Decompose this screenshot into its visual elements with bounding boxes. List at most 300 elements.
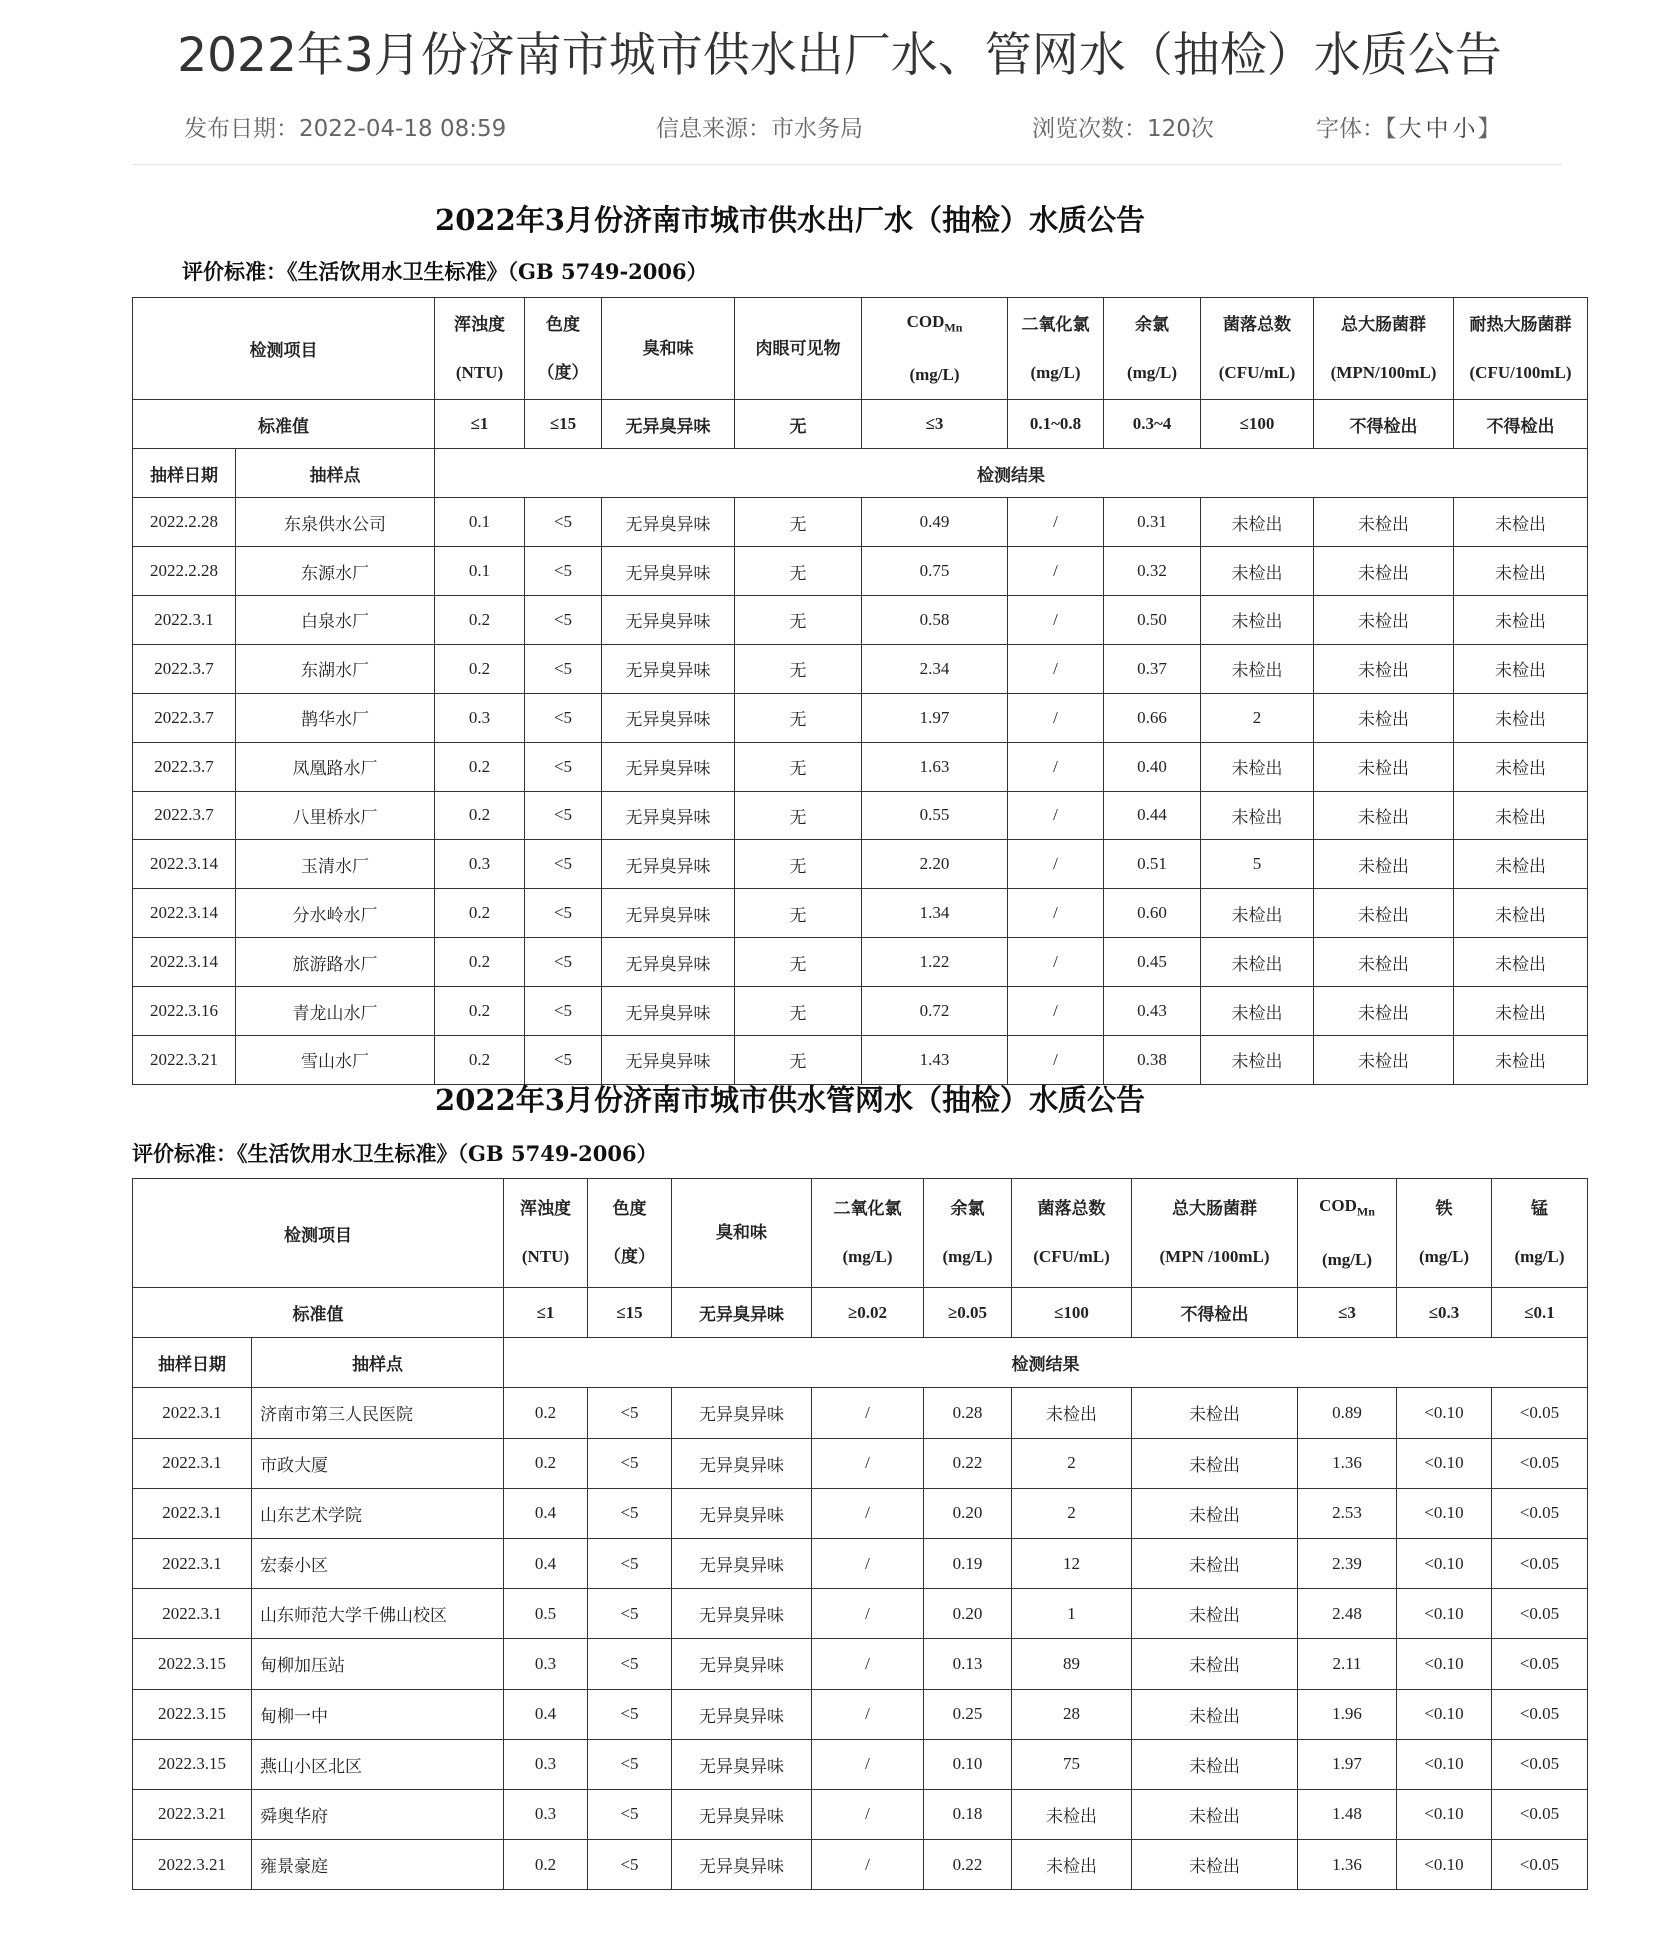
column-header-text: 浑浊度 [454,314,505,334]
sample-date: 2022.3.21 [133,1789,252,1839]
item-label: 检测项目 [133,1179,504,1288]
column-header-name [1399,1185,1489,1233]
table-row [133,742,1588,791]
sample-site: 甸柳一中 [252,1689,504,1739]
result-cell: 0.37 [1104,644,1201,693]
column-header [1104,298,1201,400]
column-header-unit: (mg/L) [842,1247,893,1266]
font-bracket-open: 【 [1385,116,1397,142]
column-header-unit: (mg/L) [1126,362,1178,382]
factory-standard: 评价标准：《生活饮用水卫生标准》（GB 5749-2006） [182,259,708,284]
result-cell: 0.2 [435,987,525,1036]
result-cell: <0.10 [1397,1589,1492,1639]
result-cell: / [1008,1035,1104,1084]
standard-value: ≥0.02 [812,1288,924,1338]
column-header-unit: (MPN/100mL) [1330,362,1437,382]
column-header-unit: (MPN /100mL) [1159,1247,1270,1266]
column-header-unit: （度） [604,1247,655,1266]
result-cell: 0.51 [1104,840,1201,889]
result-cell: <5 [588,1538,672,1588]
result-cell: <5 [525,644,602,693]
sample-site: 山东师范大学千佛山校区 [252,1589,504,1639]
result-cell: / [1008,987,1104,1036]
column-header-name [1106,301,1198,349]
result-cell: <5 [588,1689,672,1739]
table-row [133,1589,1588,1639]
result-cell: 未检出 [1314,840,1454,889]
result-cell: 0.44 [1104,791,1201,840]
result-cell: <0.10 [1397,1789,1492,1839]
standard-value: ≤1 [435,400,525,449]
standard-value: 无异臭异味 [672,1288,812,1338]
result-cell: 0.2 [435,938,525,987]
column-header-unit: (mg/L) [909,365,960,385]
result-cell: 未检出 [1454,644,1588,693]
result-cell: 1.36 [1298,1438,1397,1488]
result-cell: 0.3 [435,693,525,742]
result-cell: 未检出 [1454,498,1588,547]
column-header-name [926,1185,1009,1233]
column-header [672,1179,812,1288]
result-cell: <5 [525,693,602,742]
result-cell: <5 [588,1488,672,1538]
result-cell: 0.3 [435,840,525,889]
result-cell: 0.2 [435,595,525,644]
result-cell: / [1008,840,1104,889]
result-cell: <5 [588,1739,672,1789]
sample-date: 2022.3.16 [133,987,236,1036]
result-cell: 0.2 [435,791,525,840]
sampling-label-row [133,449,1588,498]
result-cell: 0.2 [504,1438,588,1488]
result-cell: / [812,1689,924,1739]
column-header [1298,1179,1397,1288]
column-header-text: 铁 [1435,1199,1453,1218]
result-cell: 无异臭异味 [602,742,735,791]
result-cell: 未检出 [1201,987,1314,1036]
result-cell: 未检出 [1132,1538,1298,1588]
result-cell: 无异臭异味 [672,1438,812,1488]
sample-date: 2022.3.7 [133,742,236,791]
result-cell: 未检出 [1201,742,1314,791]
font-small-button[interactable]: 小 [1452,116,1476,142]
result-cell: 未检出 [1314,1035,1454,1084]
standard-value: 无异臭异味 [602,400,735,449]
result-cell: <5 [525,987,602,1036]
sample-site: 雍景豪庭 [252,1840,504,1890]
standard-value: 无 [735,400,862,449]
publish-date [184,110,506,143]
sample-date: 2022.3.15 [133,1689,252,1739]
column-header [588,1179,672,1288]
result-cell: 1.63 [862,742,1008,791]
result-cell: 未检出 [1454,595,1588,644]
column-header-unit: (CFU/mL) [1218,362,1296,382]
result-cell: 无 [735,987,862,1036]
result-cell: 无异臭异味 [602,791,735,840]
header-row [133,298,1588,400]
sample-site: 东湖水厂 [236,644,435,693]
result-cell: 1.97 [862,693,1008,742]
sample-date: 2022.3.14 [133,938,236,987]
column-header-name [1494,1185,1585,1233]
standard-value: 不得检出 [1314,400,1454,449]
result-cell: 无 [735,693,862,742]
result-cell: 未检出 [1454,791,1588,840]
result-cell: 1.36 [1298,1840,1397,1890]
result-cell: 1 [1012,1589,1132,1639]
column-header-text: 菌落总数 [1223,314,1291,334]
result-cell: 0.4 [504,1689,588,1739]
result-cell: 未检出 [1132,1388,1298,1438]
column-header-text: 菌落总数 [1037,1199,1106,1218]
result-cell: 0.58 [862,595,1008,644]
result-cell: / [1008,644,1104,693]
result-cell: 0.22 [924,1438,1012,1488]
result-cell: 未检出 [1314,987,1454,1036]
result-cell: 无异臭异味 [602,547,735,596]
column-header-name [814,1185,921,1233]
column-header [1314,298,1454,400]
result-cell: 无异臭异味 [602,1035,735,1084]
result-cell: 0.2 [435,1035,525,1084]
result-cell: 未检出 [1314,889,1454,938]
result-cell: 未检出 [1132,1488,1298,1538]
table-row [133,1689,1588,1739]
column-header-name [1014,1185,1129,1233]
sample-site: 市政大厦 [252,1438,504,1488]
result-cell: 无异臭异味 [672,1639,812,1689]
column-header [602,298,735,400]
result-cell: / [812,1538,924,1588]
table-row [133,938,1588,987]
sample-site: 舜奥华府 [252,1789,504,1839]
result-cell: 0.31 [1104,498,1201,547]
result-cell: 0.66 [1104,693,1201,742]
result-cell: / [812,1789,924,1839]
result-label: 检测结果 [435,449,1588,498]
result-cell: <0.05 [1492,1488,1588,1538]
column-header-text: 锰 [1531,1199,1548,1218]
result-cell: / [1008,498,1104,547]
result-cell: 未检出 [1201,595,1314,644]
result-cell: 未检出 [1201,791,1314,840]
table-row [133,1739,1588,1789]
column-header [924,1179,1012,1288]
result-cell: 0.20 [924,1488,1012,1538]
column-header-text: COD [1319,1196,1357,1216]
result-cell: 未检出 [1201,547,1314,596]
column-header-text: 二氧化氯 [1021,314,1090,334]
publish-date-label: 发布日期： [184,116,299,142]
result-cell: <0.05 [1492,1739,1588,1789]
result-cell: 无异臭异味 [672,1739,812,1789]
column-header-name [864,298,1005,351]
font-large-button[interactable]: 大 [1398,116,1422,142]
column-header [525,298,602,400]
font-medium-button[interactable]: 中 [1425,116,1449,142]
result-cell: 0.2 [435,644,525,693]
standard-value: 不得检出 [1454,400,1588,449]
result-cell: 0.2 [504,1388,588,1438]
sample-site: 分水岭水厂 [236,889,435,938]
result-cell: 未检出 [1012,1388,1132,1438]
column-header [1012,1179,1132,1288]
result-cell: 无异臭异味 [672,1689,812,1739]
sample-site: 济南市第三人民医院 [252,1388,504,1438]
sample-site: 雪山水厂 [236,1035,435,1084]
table-row [133,1639,1588,1689]
result-cell: 未检出 [1454,693,1588,742]
column-header-unit: (mg/L) [942,1247,993,1266]
result-cell: 12 [1012,1538,1132,1588]
view-count [1032,110,1214,143]
result-cell: 未检出 [1314,498,1454,547]
result-cell: 0.3 [504,1789,588,1839]
sample-site: 宏泰小区 [252,1538,504,1588]
standard-row [133,1288,1588,1338]
result-cell: 无异臭异味 [672,1840,812,1890]
result-cell: 无异臭异味 [672,1488,812,1538]
result-cell: <5 [525,840,602,889]
standard-label: 标准值 [133,400,435,449]
result-cell: <0.10 [1397,1739,1492,1789]
result-cell: 0.3 [504,1739,588,1789]
column-header-name [1134,1185,1295,1233]
result-cell: <0.10 [1397,1689,1492,1739]
standard-value: ≤15 [588,1288,672,1338]
sample-site: 甸柳加压站 [252,1639,504,1689]
result-cell: 无 [735,742,862,791]
sample-site: 玉清水厂 [236,840,435,889]
result-cell: / [812,1388,924,1438]
column-header-name [527,301,599,349]
column-header-unit: (mg/L) [1514,1247,1565,1266]
info-source-label: 信息来源： [656,116,771,142]
result-cell: 未检出 [1314,693,1454,742]
result-cell: 2 [1201,693,1314,742]
result-cell: 0.50 [1104,595,1201,644]
result-cell: 无异臭异味 [602,693,735,742]
result-cell: 2.48 [1298,1589,1397,1639]
table-row [133,791,1588,840]
result-cell: / [1008,595,1104,644]
sample-site: 东源水厂 [236,547,435,596]
result-cell: <5 [588,1589,672,1639]
result-cell: 2.39 [1298,1538,1397,1588]
result-cell: 无 [735,840,862,889]
column-header-text: 臭和味 [642,338,694,358]
network-standard: 评价标准：《生活饮用水卫生标准》（GB 5749-2006） [132,1141,658,1166]
result-cell: / [1008,889,1104,938]
result-cell: 无异臭异味 [602,987,735,1036]
column-header [1454,298,1588,400]
result-cell: 未检出 [1132,1689,1298,1739]
table-row [133,547,1588,596]
sample-site: 旅游路水厂 [236,938,435,987]
result-cell: 0.1 [435,498,525,547]
result-cell: / [812,1488,924,1538]
column-header-unit: (NTU) [455,362,504,382]
result-cell: 未检出 [1132,1739,1298,1789]
sample-date: 2022.3.1 [133,1538,252,1588]
result-cell: 0.60 [1104,889,1201,938]
column-header-text: 色度 [546,314,580,334]
result-cell: <0.05 [1492,1589,1588,1639]
column-header-text: 余氯 [1135,314,1169,334]
column-header-subscript: Mn [1356,1204,1375,1219]
table-row [133,987,1588,1036]
result-cell: 5 [1201,840,1314,889]
result-cell: 无异臭异味 [602,644,735,693]
standard-label: 标准值 [133,1288,504,1338]
table-row [133,889,1588,938]
result-cell: 1.97 [1298,1739,1397,1789]
result-cell: 无 [735,1035,862,1084]
table-row [133,498,1588,547]
result-cell: <5 [588,1388,672,1438]
result-cell: 0.2 [504,1840,588,1890]
column-header-text: 色度 [612,1199,647,1218]
column-header-unit: (mg/L) [1030,362,1081,382]
factory-water-table [132,297,1588,1085]
site-label: 抽样点 [236,449,435,498]
column-header [812,1179,924,1288]
result-cell: <5 [525,889,602,938]
result-cell: 未检出 [1314,742,1454,791]
result-cell: / [1008,547,1104,596]
result-cell: 未检出 [1012,1789,1132,1839]
result-cell: / [812,1438,924,1488]
result-cell: 0.38 [1104,1035,1201,1084]
result-cell: 1.96 [1298,1689,1397,1739]
table-row [133,840,1588,889]
column-header-text: 二氧化氯 [833,1199,902,1218]
column-header [1201,298,1314,400]
result-cell: 0.32 [1104,547,1201,596]
column-header-name [1010,301,1101,349]
view-count-value: 120次 [1147,116,1214,142]
font-size-control [1316,110,1501,143]
sample-date: 2022.3.15 [133,1639,252,1689]
result-cell: 无 [735,889,862,938]
table-row [133,1789,1588,1839]
table-row [133,644,1588,693]
sample-date: 2022.3.14 [133,889,236,938]
standard-row [133,400,1588,449]
result-cell: 未检出 [1314,938,1454,987]
column-header-unit: (mg/L) [1321,1249,1373,1269]
standard-value: 0.1~0.8 [1008,400,1104,449]
result-cell: / [1008,938,1104,987]
result-cell: 0.49 [862,498,1008,547]
standard-value: 不得检出 [1132,1288,1298,1338]
standard-value: ≤100 [1012,1288,1132,1338]
result-cell: / [812,1589,924,1639]
column-header [1397,1179,1492,1288]
sample-date: 2022.3.1 [133,1388,252,1438]
result-cell: 1.22 [862,938,1008,987]
result-cell: 无异臭异味 [672,1789,812,1839]
sample-site: 鹊华水厂 [236,693,435,742]
table-row [133,1388,1588,1438]
result-cell: 无 [735,644,862,693]
sample-date: 2022.3.1 [133,595,236,644]
result-cell: <0.05 [1492,1438,1588,1488]
column-header-name [1316,301,1451,349]
result-cell: 2.53 [1298,1488,1397,1538]
sample-date: 2022.3.1 [133,1438,252,1488]
font-bracket-close: 】 [1477,116,1501,142]
result-cell: / [1008,742,1104,791]
column-header-text: 总大肠菌群 [1172,1199,1257,1218]
result-cell: 0.72 [862,987,1008,1036]
result-cell: 75 [1012,1739,1132,1789]
result-cell: 未检出 [1454,742,1588,791]
result-cell: <5 [588,1438,672,1488]
column-header-name [1300,1182,1394,1235]
sample-site: 东泉供水公司 [236,498,435,547]
result-cell: <5 [588,1840,672,1890]
result-cell: 未检出 [1132,1789,1298,1839]
result-cell: <0.10 [1397,1840,1492,1890]
sample-date: 2022.3.7 [133,791,236,840]
result-cell: 0.45 [1104,938,1201,987]
result-cell: 2.20 [862,840,1008,889]
date-label: 抽样日期 [133,449,236,498]
result-cell: 0.25 [924,1689,1012,1739]
column-header-name [604,325,732,373]
result-cell: 未检出 [1314,595,1454,644]
result-cell: 0.19 [924,1538,1012,1588]
result-cell: 未检出 [1314,644,1454,693]
result-cell: 无异臭异味 [602,498,735,547]
result-cell: 0.20 [924,1589,1012,1639]
result-cell: <0.05 [1492,1789,1588,1839]
site-label: 抽样点 [252,1338,504,1388]
column-header [1008,298,1104,400]
sample-date: 2022.3.1 [133,1589,252,1639]
standard-value: ≤0.3 [1397,1288,1492,1338]
result-cell: 无 [735,595,862,644]
result-cell: <5 [588,1639,672,1689]
result-cell: 未检出 [1132,1438,1298,1488]
date-label: 抽样日期 [133,1338,252,1388]
standard-value: ≤3 [862,400,1008,449]
result-cell: 0.28 [924,1388,1012,1438]
result-cell: <0.05 [1492,1840,1588,1890]
column-header-text: 余氯 [950,1199,985,1218]
result-cell: / [812,1840,924,1890]
result-cell: 未检出 [1454,889,1588,938]
header-row [133,1179,1588,1288]
result-cell: 未检出 [1201,938,1314,987]
standard-value: ≤15 [525,400,602,449]
result-cell: <5 [525,1035,602,1084]
result-cell: 0.4 [504,1538,588,1588]
result-cell: 无异臭异味 [602,595,735,644]
column-header-name [1456,301,1585,349]
page-title: 2022年3月份济南市城市供水出厂水、管网水（抽检）水质公告 [177,28,1502,83]
column-header [1132,1179,1298,1288]
column-header [435,298,525,400]
result-cell: 0.43 [1104,987,1201,1036]
result-cell: 未检出 [1012,1840,1132,1890]
column-header-name [506,1185,585,1233]
result-cell: 0.4 [504,1488,588,1538]
result-cell: <5 [525,938,602,987]
table-row [133,1840,1588,1890]
